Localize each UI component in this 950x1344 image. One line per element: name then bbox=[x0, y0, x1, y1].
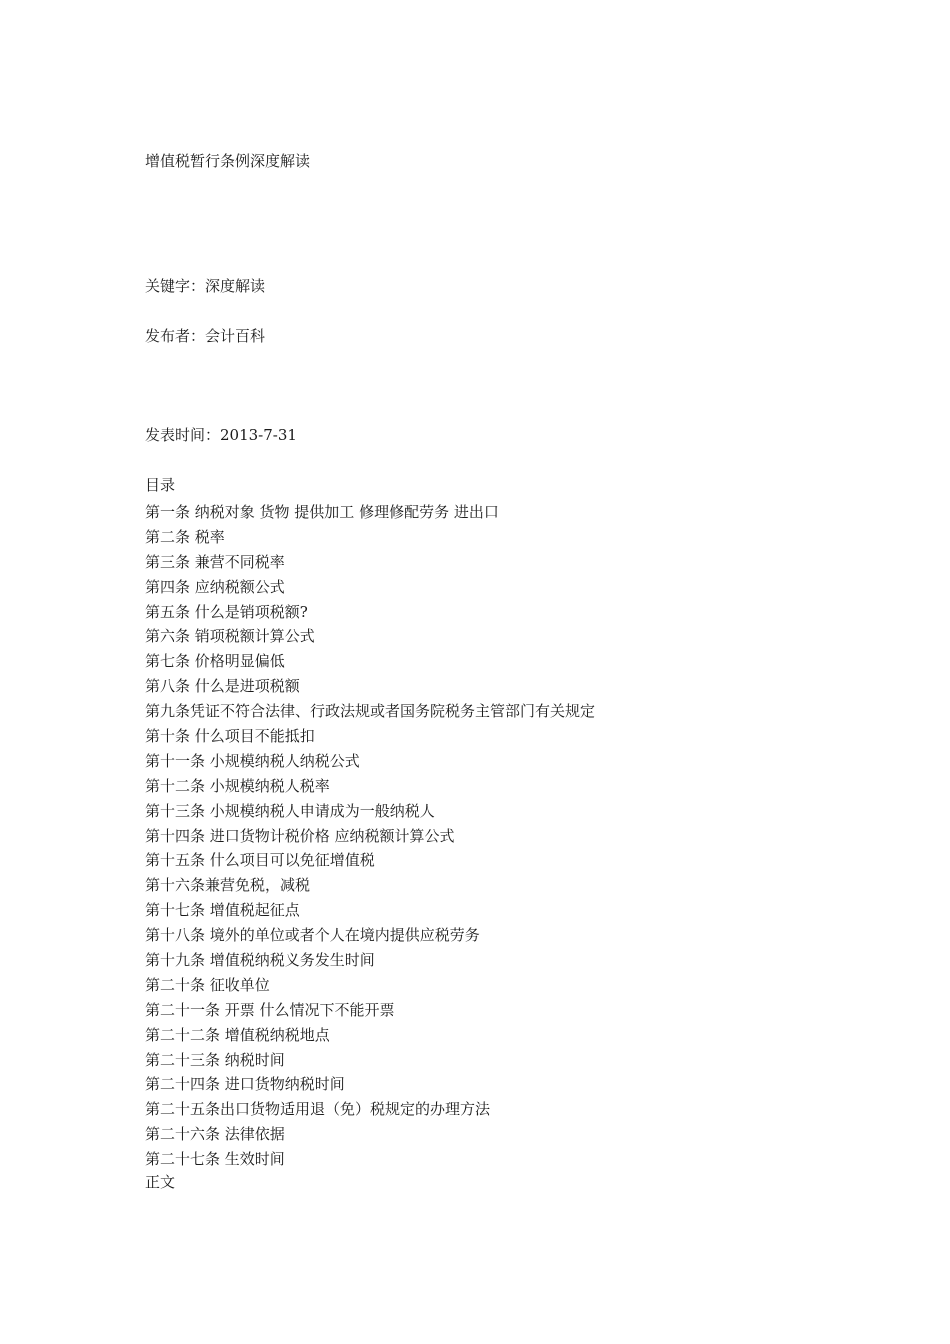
toc-item[interactable]: 第三条 兼营不同税率 bbox=[145, 552, 285, 571]
toc-item[interactable]: 第二十一条 开票 什么情况下不能开票 bbox=[145, 1000, 395, 1019]
toc-item[interactable]: 第十八条 境外的单位或者个人在境内提供应税劳务 bbox=[145, 926, 480, 945]
document-title: 增值税暂行条例深度解读 bbox=[145, 152, 311, 170]
toc-list bbox=[145, 500, 595, 1172]
toc-heading: 目录 bbox=[145, 476, 176, 494]
toc-item[interactable]: 第十九条 增值税纳税义务发生时间 bbox=[145, 951, 375, 970]
toc-item[interactable]: 第十五条 什么项目可以免征增值税 bbox=[145, 851, 375, 870]
toc-item[interactable]: 第九条凭证不符合法律、行政法规或者国务院税务主管部门有关规定 bbox=[145, 702, 596, 721]
toc-item[interactable]: 第十三条 小规模纳税人申请成为一般纳税人 bbox=[145, 801, 435, 820]
toc-item[interactable]: 第十四条 进口货物计税价格 应纳税额计算公式 bbox=[145, 826, 455, 845]
toc-item[interactable]: 第二十四条 进口货物纳税时间 bbox=[145, 1075, 345, 1094]
toc-item[interactable]: 第二十五条出口货物适用退（免）税规定的办理方法 bbox=[145, 1100, 491, 1119]
body-heading: 正文 bbox=[145, 1173, 176, 1191]
toc-item[interactable]: 第十二条 小规模纳税人税率 bbox=[145, 776, 330, 795]
publish-time-line: 发表时间：2013-7-31 bbox=[145, 426, 297, 444]
toc-item[interactable]: 第六条 销项税额计算公式 bbox=[145, 627, 315, 646]
toc-item[interactable]: 第二十二条 增值税纳税地点 bbox=[145, 1025, 330, 1044]
toc-item[interactable]: 第十条 什么项目不能抵扣 bbox=[145, 727, 315, 746]
toc-item[interactable]: 第二十三条 纳税时间 bbox=[145, 1050, 285, 1069]
keywords-line: 关键字：深度解读 bbox=[145, 277, 266, 295]
toc-item[interactable]: 第八条 什么是进项税额 bbox=[145, 677, 300, 696]
toc-item[interactable]: 第一条 纳税对象 货物 提供加工 修理修配劳务 进出口 bbox=[145, 503, 499, 521]
toc-item[interactable]: 第十七条 增值税起征点 bbox=[145, 901, 300, 920]
toc-item[interactable]: 第二十条 征收单位 bbox=[145, 975, 270, 994]
toc-item[interactable]: 第二条 税率 bbox=[145, 527, 225, 546]
toc-item[interactable]: 第十六条兼营免税，减税 bbox=[145, 876, 311, 895]
publisher-line: 发布者：会计百科 bbox=[145, 327, 266, 345]
toc-item[interactable]: 第二十六条 法律依据 bbox=[145, 1125, 285, 1144]
toc-item[interactable]: 第四条 应纳税额公式 bbox=[145, 577, 285, 596]
toc-item[interactable]: 第五条 什么是销项税额? bbox=[145, 602, 308, 621]
toc-item[interactable]: 第七条 价格明显偏低 bbox=[145, 652, 285, 671]
toc-item[interactable]: 第二十七条 生效时间 bbox=[145, 1150, 285, 1169]
toc-item[interactable]: 第十一条 小规模纳税人纳税公式 bbox=[145, 751, 360, 770]
